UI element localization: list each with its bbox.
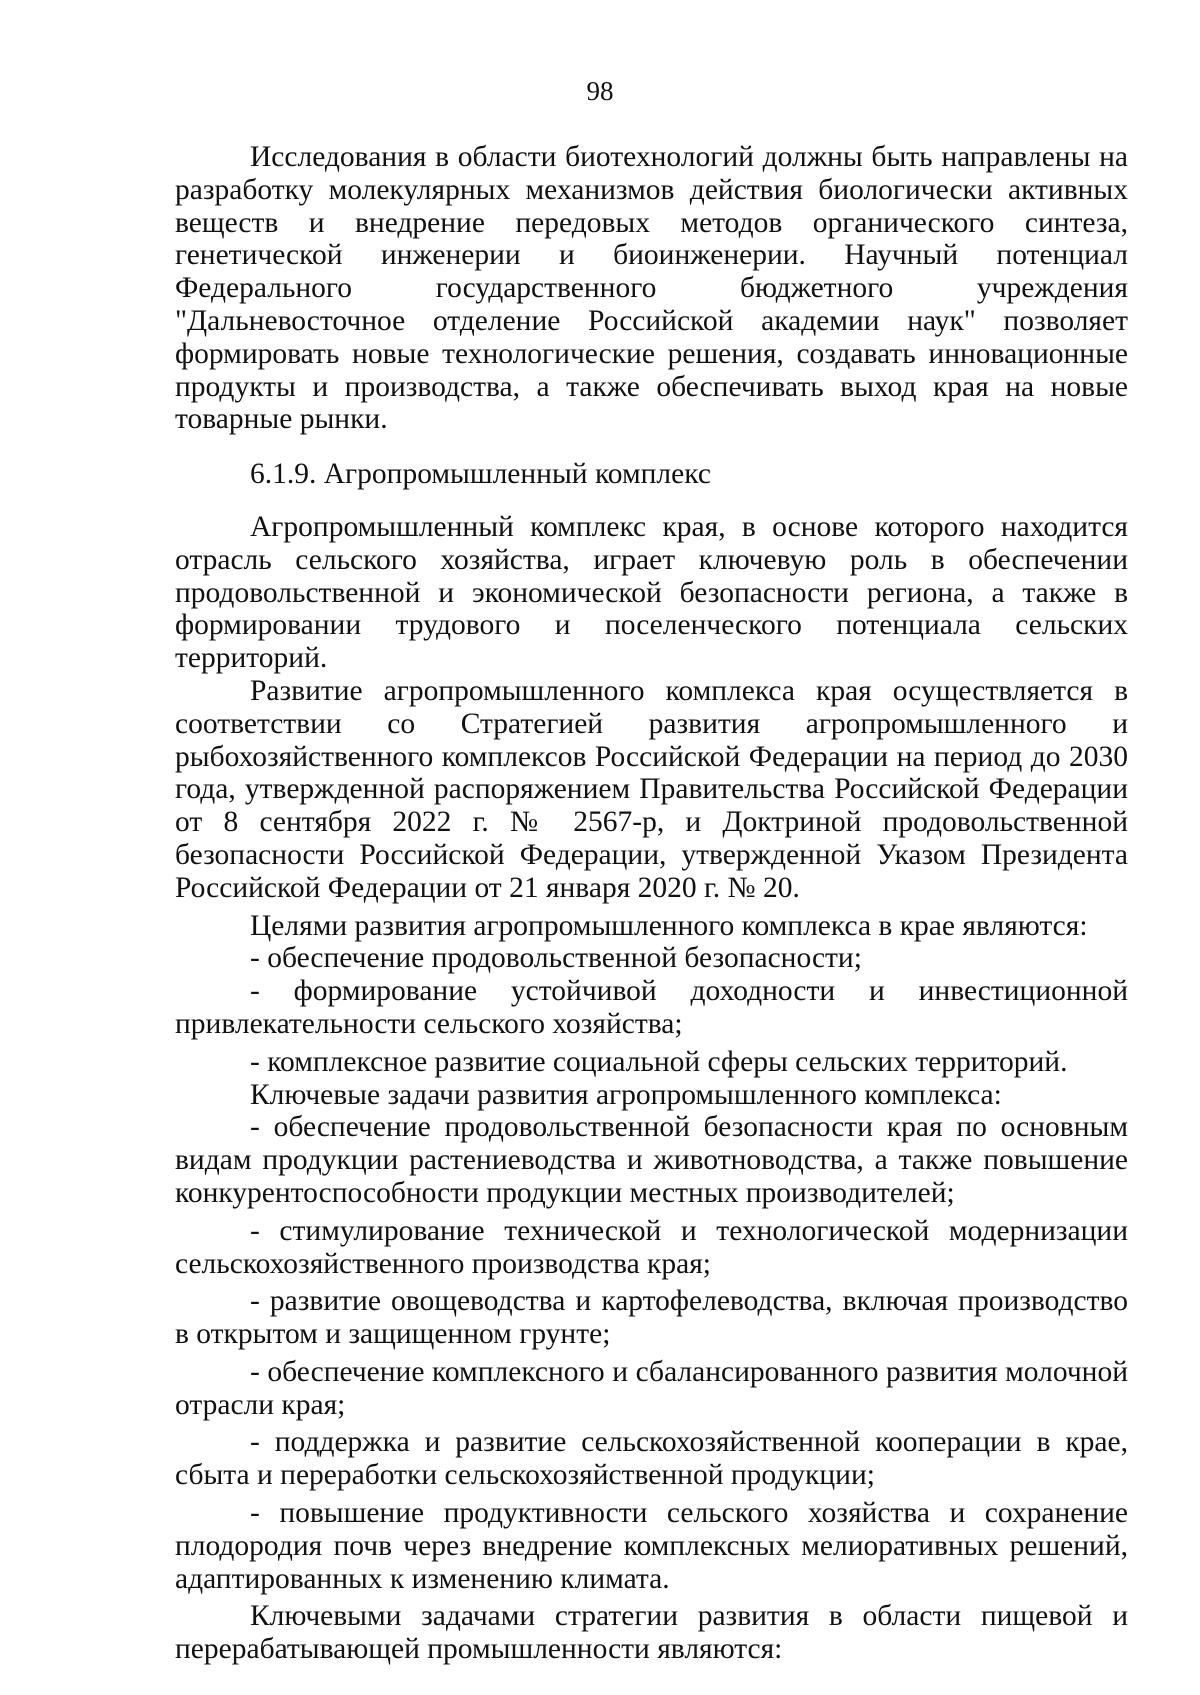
list-item-task: - обеспечение продовольственной безопасности края по основным видам продукции растениеводства и животноводства, а также повышение конкурентоспособности продукции местных производителей; <box>175 1111 1128 1209</box>
page-number: 98 <box>586 76 614 106</box>
list-item-task: - обеспечение комплексного и сбалансированного развития молочной отрасли края; <box>175 1355 1128 1421</box>
list-item-task: - повышение продуктивности сельского хозяйства и сохранение плодородия почв через внедрение комплексных мелиоративных решений, адаптированных к изменению климата. <box>175 1497 1128 1595</box>
paragraph-strategy: Развитие агропромышленного комплекса края осуществляется в соответствии со Стратегией развития агропромышленного и рыбохозяйственного комплексов Российской Федерации на период до 2030 года, утвержденной распоряжением Правительства Российской Федерации от 8 сентября 2022 г. № 2567-р, и Доктриной продовольственной безопасности Российской Федерации, утвержденной Указом Президента Российской Федерации от 21 января 2020 г. № 20. <box>175 674 1128 904</box>
paragraph-food-industry: Ключевыми задачами стратегии развития в области пищевой и перерабатывающей промышленности являются: <box>175 1600 1128 1666</box>
list-item-task: - поддержка и развитие сельскохозяйственной кооперации в крае, сбыта и переработки сельскохозяйственной продукции; <box>175 1426 1128 1492</box>
paragraph-agro-intro: Агропромышленный комплекс края, в основе которого находится отрасль сельского хозяйства, играет ключевую роль в обеспечении продовольственной и экономической безопасности региона, а также в формировании трудового и поселенческого потенциала сельских территорий. <box>175 510 1128 675</box>
list-item-task: - развитие овощеводства и картофелеводства, включая производство в открытом и защищенном грунте; <box>175 1285 1128 1351</box>
paragraph-tasks-intro: Ключевые задачи развития агропромышленного комплекса: <box>250 1078 1002 1111</box>
paragraph-goals-intro: Целями развития агропромышленного комплекса в крае являются: <box>250 909 1088 942</box>
paragraph-biotech: Исследования в области биотехнологий должны быть направлены на разработку молекулярных механизмов действия биологически активных веществ и внедрение передовых методов органического синтеза, генетической инженерии и биоинженерии. Научный потенциал Федерального государственного бюджетного учреждения "Дальневосточное отделение Российской академии наук" позволяет формировать новые технологические решения, создавать инновационные продукты и производства, а также обеспечивать выход края на новые товарные рынки. <box>175 141 1128 436</box>
list-item-goal: - обеспечение продовольственной безопасности; <box>250 942 862 975</box>
document-body <box>175 141 1128 1666</box>
list-item-goal: - комплексное развитие социальной сферы сельских территорий. <box>250 1045 1068 1078</box>
section-heading: 6.1.9. Агропромышленный комплекс <box>250 458 711 491</box>
list-item-task: - стимулирование технической и технологической модернизации сельскохозяйственного производства края; <box>175 1214 1128 1280</box>
list-item-goal: - формирование устойчивой доходности и инвестиционной привлекательности сельского хозяйства; <box>175 975 1128 1040</box>
